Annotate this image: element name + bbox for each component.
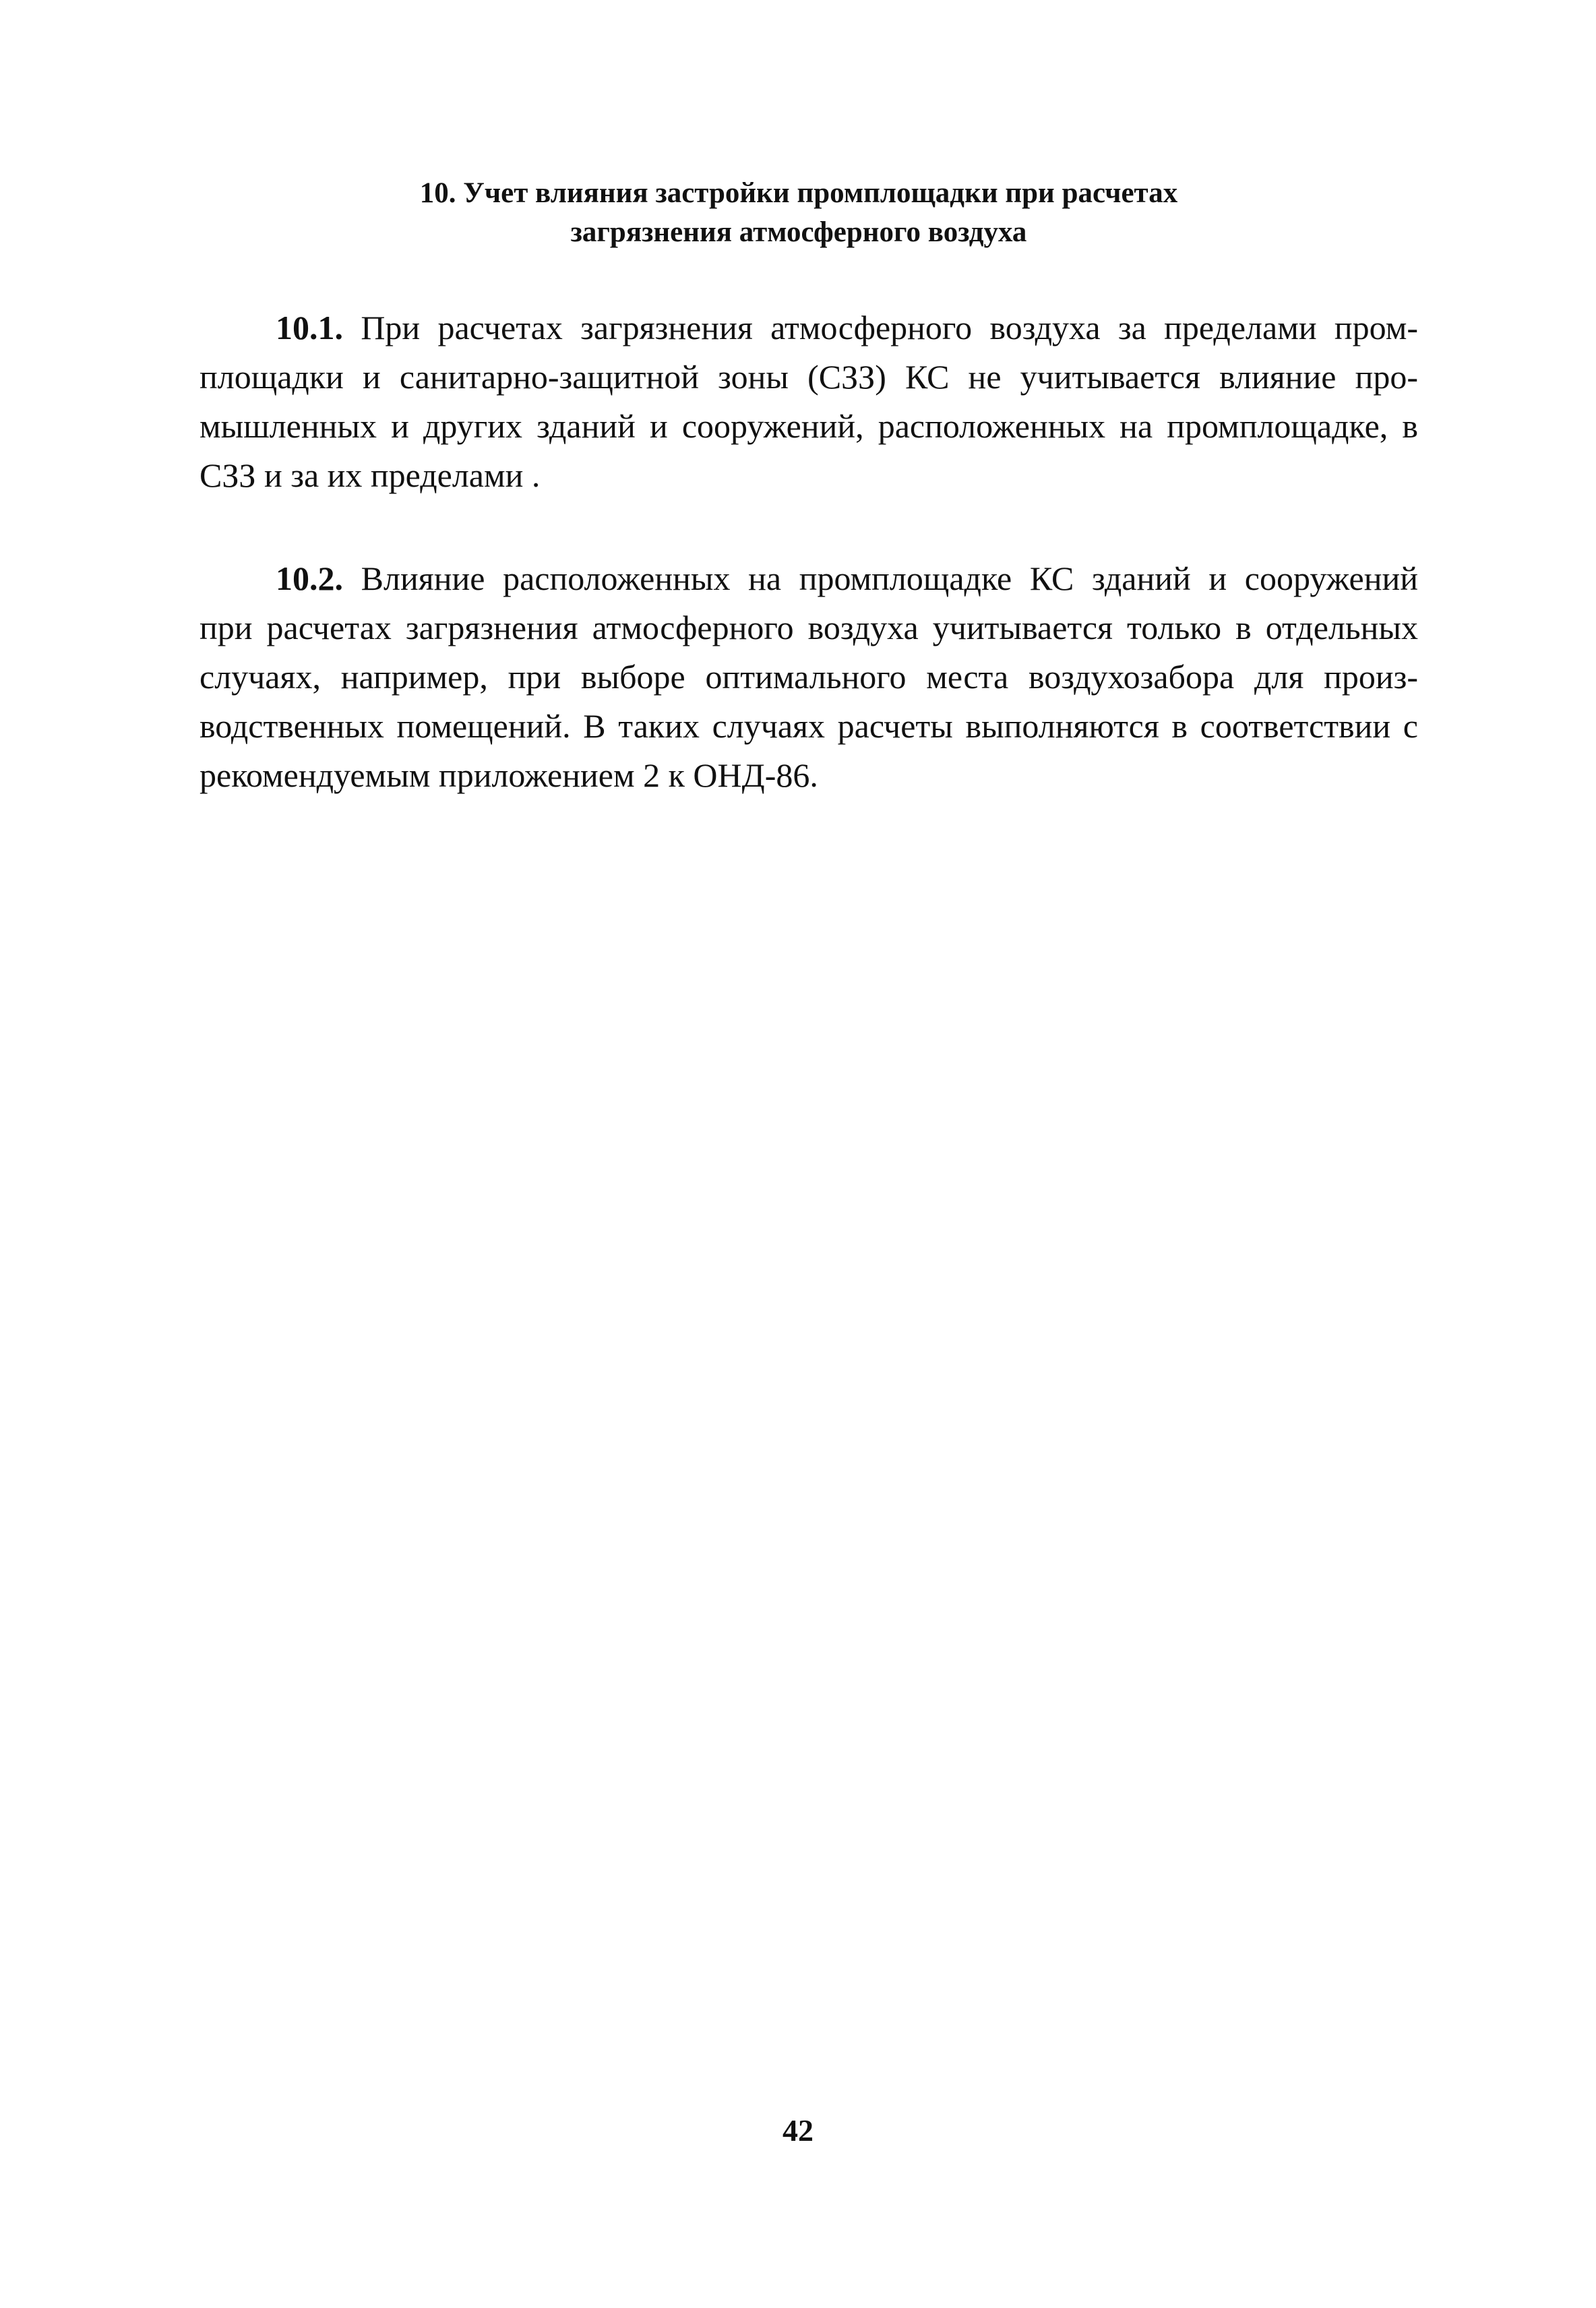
page-number: 42 — [782, 2113, 814, 2148]
paragraph-text: Влияние расположенных на промплощадке КС зданий и сооружений — [361, 559, 1419, 597]
paragraph-10-1 — [200, 303, 1418, 500]
paragraph-line: при расчетах загрязнения атмосферного воздуха учитывается только в отдельных — [200, 609, 1418, 646]
paragraph-text: При расчетах загрязнения атмосферного воздуха за пределами пром- — [361, 309, 1419, 346]
paragraph-line: водственных помещений. В таких случаях расчеты выполняются в соответствии с — [200, 707, 1418, 745]
paragraph-line: мышленных и других зданий и сооружений, расположенных на промплощадке, в — [200, 407, 1418, 445]
paragraph-line: СЗЗ и за их пределами . — [200, 456, 541, 494]
paragraph-line: площадки и санитарно-защитной зоны (СЗЗ) КС не учитывается влияние про- — [200, 358, 1418, 396]
paragraph-line: рекомендуемым приложением 2 к ОНД-86. — [200, 756, 818, 794]
paragraph-10-2 — [200, 554, 1418, 800]
paragraph-number: 10.1. — [276, 309, 343, 346]
paragraph-number: 10.2. — [276, 559, 343, 597]
paragraph-line — [200, 554, 1418, 603]
paragraph-line: случаях, например, при выборе оптимального места воздухозабора для произ- — [200, 658, 1418, 696]
section-title-line-1: 10. Учет влияния застройки промплощадки при расчетах — [419, 177, 1178, 209]
section-title-line-2: загрязнения атмосферного воздуха — [570, 216, 1027, 248]
section-heading — [182, 174, 1415, 252]
paragraph-line — [200, 303, 1418, 353]
